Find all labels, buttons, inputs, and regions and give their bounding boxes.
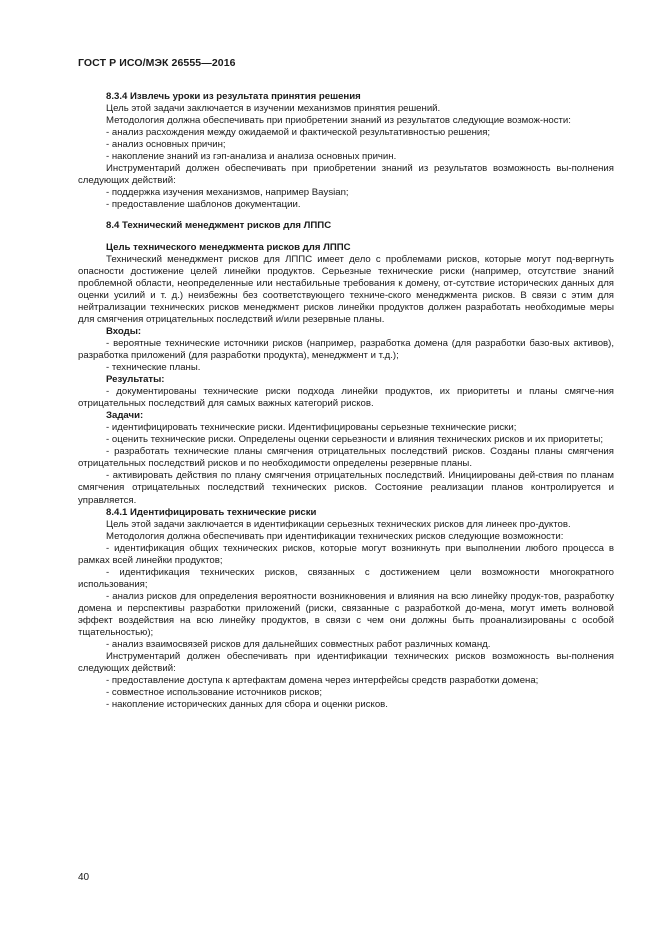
paragraph: - идентифицировать технические риски. Идентифицированы серьезные технические риски;: [106, 422, 517, 434]
paragraph: - предоставление доступа к артефактам домена через интерфейсы средств разработки домена;: [106, 675, 539, 687]
paragraph: Цель этой задачи заключается в изучении механизмов принятия решений.: [106, 103, 441, 115]
paragraph: Методология должна обеспечивать при приобретении знаний из результатов следующие возмож-ности:: [106, 115, 571, 127]
paragraph: - накопление знаний из гэп-анализа и анализа основных причин.: [106, 151, 397, 163]
paragraph: Инструментарий должен обеспечивать при приобретении знаний из результатов возможность вы-полнения следующих действий:: [78, 163, 614, 187]
page-number: 40: [78, 872, 90, 883]
paragraph: - накопление исторических данных для сбора и оценки рисков.: [106, 699, 388, 711]
section-heading: 8.4 Технический менеджмент рисков для ЛППС: [106, 220, 332, 232]
paragraph: - анализ рисков для определения вероятности возникновения и влияния на всю линейку продук-тов, разработку домена и перспективы разработки приложений (риски, связанные с разработкой до-мена, могут иметь волновой эффект воздействия на всю линейку продуктов, в связи с чем они должны быть проанализированы с особой тщательностью);: [78, 590, 614, 639]
paragraph: Цель этой задачи заключается в идентификации серьезных технических рисков для линеек про-дуктов.: [106, 518, 571, 530]
paragraph: Технический менеджмент рисков для ЛППС имеет дело с проблемами рисков, которые могут под-вергнуть опасности достижение целей линейки продуктов. Серьезные технические риски (например, отсутствие знаний проблемной области, неопределенные или нестабильные требования к домену, от-сутствие исторических данных для оценки усилий и т. д.) неизбежны без соответствующего техниче-ского менеджмента рисков. В связи с этим для нейтрализации технических рисков менеджмент рисков линейки продуктов должен разработать необходимые меры для смягчения отрицательных последствий и/или резервные планы.: [78, 253, 614, 325]
paragraph: - документированы технические риски подхода линейки продуктов, их приоритеты и планы смягче-ния отрицательных последствий для самых важных категорий рисков.: [78, 386, 614, 410]
paragraph: - разработать технические планы смягчения отрицательных последствий рисков. Созданы планы смягчения отрицательных последствий рисков и по необходимости определены резервные планы.: [78, 446, 614, 470]
document-body: [78, 91, 614, 711]
paragraph: Инструментарий должен обеспечивать при идентификации технических рисков возможность вы-полнения следующих действий:: [78, 651, 614, 675]
section-heading: 8.4.1 Идентифицировать технические риски: [106, 506, 317, 518]
paragraph: - анализ основных причин;: [106, 139, 226, 151]
section-heading: Входы:: [106, 325, 142, 337]
paragraph: - технические планы.: [106, 361, 201, 373]
paragraph: Методология должна обеспечивать при идентификации технических рисков следующие возможности:: [106, 530, 564, 542]
section-heading: Результаты:: [106, 374, 165, 386]
document-header: ГОСТ Р ИСО/МЭК 26555—2016: [78, 57, 236, 69]
section-heading: Задачи:: [106, 410, 144, 422]
section-heading: Цель технического менеджмента рисков для ЛППС: [106, 241, 351, 253]
paragraph: - активировать действия по плану смягчения отрицательных последствий. Инициированы дей-ствия по планам смягчения отрицательных последствий технических рисков. Состояние реализации планов контролируется и управляется.: [78, 470, 614, 506]
paragraph: - совместное использование источников рисков;: [106, 687, 323, 699]
paragraph: - идентификация технических рисков, связанных с достижением цели возможности многократного использования;: [78, 566, 614, 590]
paragraph: - вероятные технические источники рисков (например, разработка домена (для разработки базо-вых активов), разработка приложений (для разработки продукта), менеджмент и т.д.);: [78, 337, 614, 361]
paragraph: - анализ расхождения между ожидаемой и фактической результативностью решения;: [106, 127, 491, 139]
paragraph: - анализ взаимосвязей рисков для дальнейших совместных работ различных команд.: [106, 639, 491, 651]
paragraph: - предоставление шаблонов документации.: [106, 199, 301, 211]
paragraph: - оценить технические риски. Определены оценки серьезности и влияния технических рисков и их приоритеты;: [106, 434, 604, 446]
paragraph: - поддержка изучения механизмов, например Baysian;: [106, 187, 349, 199]
paragraph: - идентификация общих технических рисков, которые могут возникнуть при выполнении любого процесса в рамках всей линейки продуктов;: [78, 542, 614, 566]
section-heading: 8.3.4 Извлечь уроки из результата принятия решения: [106, 91, 361, 102]
